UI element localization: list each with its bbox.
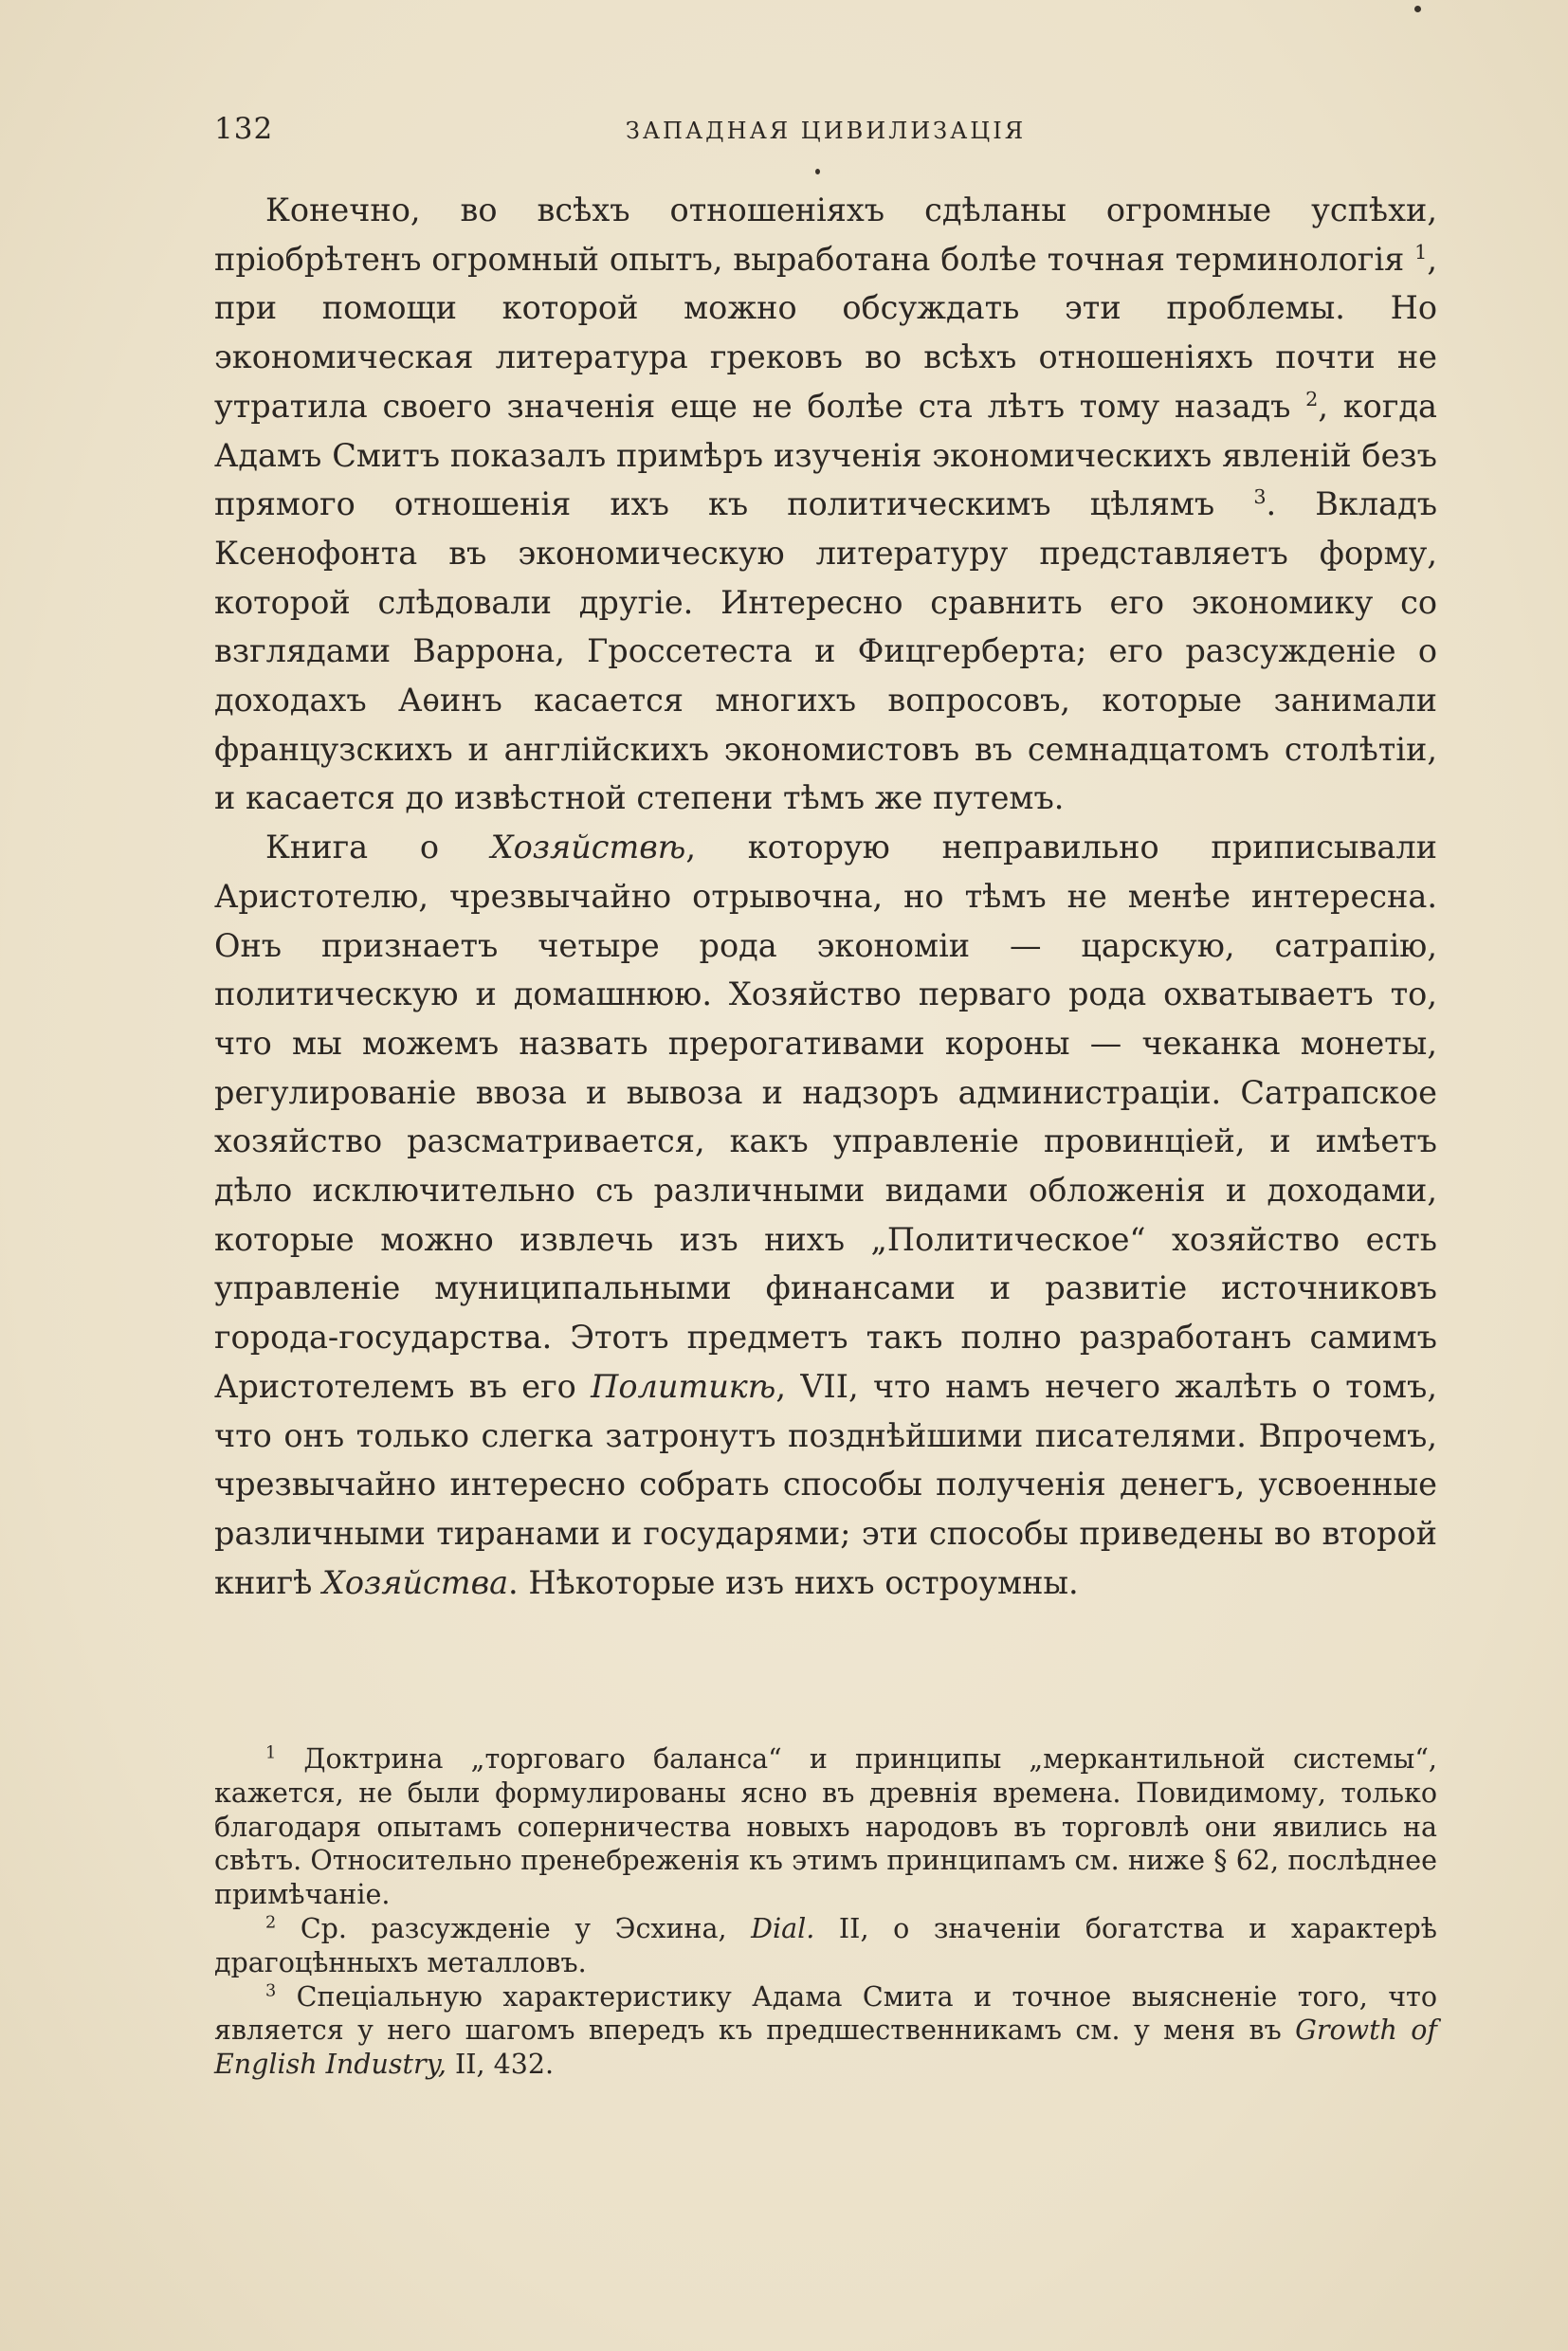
footnote-marker: 2: [265, 1913, 277, 1933]
footnote-ref-1: 1: [1414, 240, 1428, 264]
footnote-ref-3: 3: [1253, 485, 1267, 509]
page-header: [214, 112, 1437, 150]
text-run: II, 432.: [446, 2049, 555, 2081]
italic-title: Политикѣ: [591, 1367, 776, 1405]
footnote-1: [214, 1742, 1437, 1912]
paragraph-2: [214, 823, 1437, 1607]
running-title: ЗАПАДНАЯ ЦИВИЛИЗАЦІЯ: [625, 118, 1027, 144]
ink-speck: [1414, 6, 1421, 12]
text-run: Ср. разсужденіе у Эсхина,: [276, 1912, 752, 1944]
text-run: II, о значеніи богатства и характерѣ драгоцѣнныхъ металловъ.: [214, 1912, 1437, 1978]
text-run: , при помощи которой можно обсуждать эти проблемы. Но экономическая литература грековъ во всѣхъ отношеніяхъ почти не утратила своего значенія еще не болѣе ста лѣтъ тому назадъ: [214, 240, 1437, 425]
footnote-marker: 3: [265, 1981, 277, 2001]
body-text: [214, 186, 1437, 1607]
italic-title: Хозяйствѣ: [490, 829, 686, 866]
text-run: . Вкладъ Ксенофонта въ экономическую литературу представляетъ форму, которой слѣдовали другіе. Интересно сравнить его экономику со взглядами Варрона, Гроссетеста и Фицгерберта; его разсужденіе о доходахъ Аѳинъ касается многихъ вопросовъ, которые занимали французскихъ и англійскихъ экономистовъ въ семнадцатомъ столѣтіи, и касается до извѣстной степени тѣмъ же путемъ.: [214, 485, 1438, 817]
text-run: , когда Адамъ Смитъ показалъ примѣръ изученія экономическихъ явленій безъ прямого отношенія ихъ къ политическимъ цѣлямъ: [214, 387, 1437, 523]
footnote-3: [214, 1980, 1437, 2082]
footnote-ref-2: 2: [1305, 387, 1319, 410]
italic-title: Хозяйства: [322, 1563, 509, 1601]
text-run: . Нѣкоторые изъ нихъ остроумны.: [508, 1563, 1079, 1601]
paragraph-1: [214, 186, 1437, 823]
text-run: Книга о: [265, 829, 491, 866]
text-run: Спеціальную характеристику Адама Смита и точное выясненіе того, что является у него шагомъ впередъ къ предшественникамъ см. у меня въ: [214, 1980, 1437, 2047]
footnote-2: [214, 1912, 1437, 1980]
italic-title: Dial.: [751, 1912, 815, 1944]
text-run: Конечно, во всѣхъ отношеніяхъ сдѣланы огромные успѣхи, пріобрѣтенъ огромный опытъ, выработана болѣе точная терминологія: [214, 191, 1437, 278]
text-run: , которую неправильно приписывали Аристотелю, чрезвычайно отрывочна, но тѣмъ не менѣе интересна. Онъ признаетъ четыре рода экономіи — царскую, сатрапію, политическую и домашнюю. Хозяйство перваго рода охватываетъ то, что мы можемъ назвать прерогативами короны — чеканка монеты, регулированіе ввоза и вывоза и надзоръ администраціи. Сатрапское хозяйство разсматривается, какъ управленіе провинціей, и имѣетъ дѣло исключительно съ различными видами обложенія и доходами, которые можно извлечь изъ нихъ „Политическое“ хозяйство есть управленіе муниципальными финансами и развитіе источниковъ города-государства. Этотъ предметъ такъ полно разработанъ самимъ Аристотелемъ въ его: [214, 829, 1438, 1405]
footnote-marker: 1: [265, 1743, 277, 1763]
ink-speck: [815, 169, 820, 174]
text-run: , VII, что намъ нечего жалѣть о томъ, что онъ только слегка затронутъ позднѣйшими писателями. Впрочемъ, чрезвычайно интересно собрать способы полученія денегъ, усвоенные различными тиранами и государями; эти способы приведены во второй книгѣ: [214, 1367, 1437, 1601]
page-number: 132: [214, 112, 274, 146]
italic-title: Growth of English Industry,: [214, 2014, 1437, 2081]
text-run: Доктрина „торговаго баланса“ и принципы „меркантильной системы“, кажется, не были формулированы ясно въ древнія времена. Повидимому, только благодаря опытамъ соперничества новыхъ народовъ въ торговлѣ они явились на свѣтъ. Относительно пренебреженія къ этимъ принципамъ см. ниже § 62, послѣднее примѣчаніе.: [214, 1743, 1437, 1911]
footnotes: [214, 1742, 1437, 2082]
